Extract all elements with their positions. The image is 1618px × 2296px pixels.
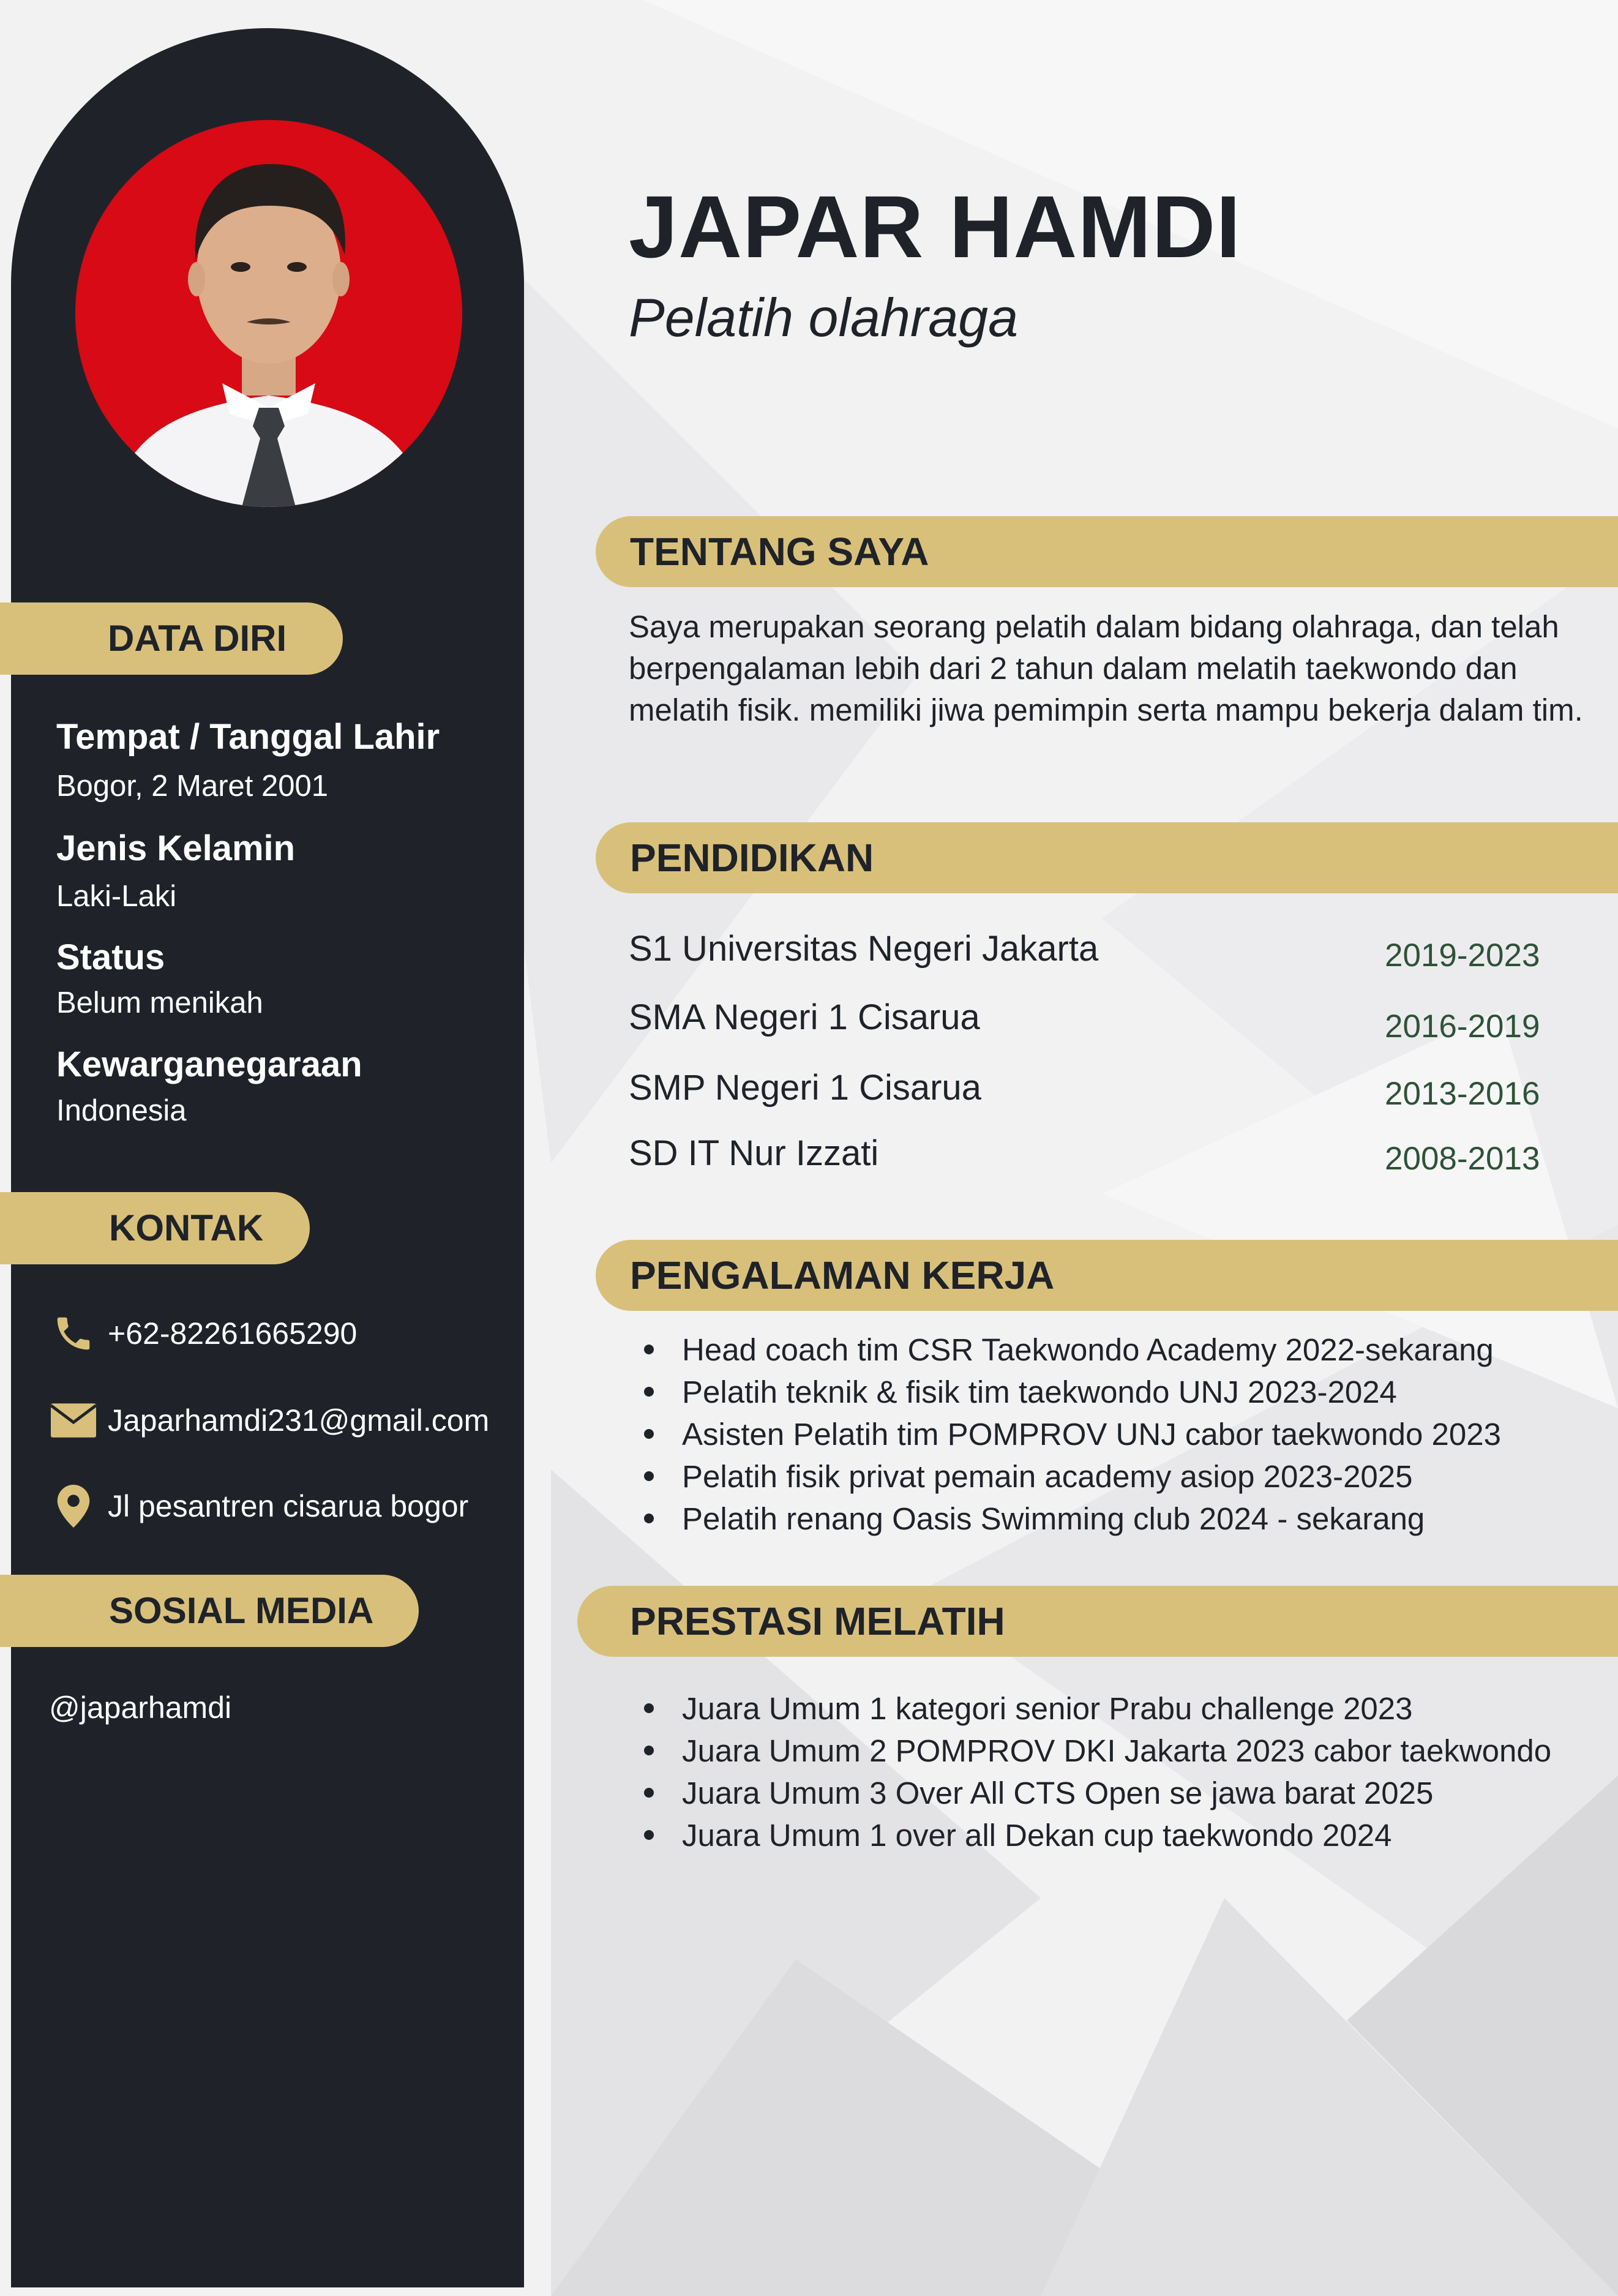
education-school: SD IT Nur Izzati: [629, 1133, 879, 1173]
education-school: SMP Negeri 1 Cisarua: [629, 1068, 981, 1108]
tentang-saya-heading: TENTANG SAYA: [596, 516, 1618, 587]
achievement-list: [644, 1687, 1551, 1856]
field-value-status: Belum menikah: [56, 986, 263, 1019]
field-label-status: Status: [56, 937, 165, 977]
education-years: 2019-2023: [1385, 937, 1540, 974]
list-item: Juara Umum 3 Over All CTS Open se jawa barat 2025: [644, 1772, 1551, 1814]
field-label-citizenship: Kewarganegaraan: [56, 1045, 362, 1084]
pendidikan-heading: PENDIDIKAN: [596, 822, 1618, 893]
education-years: 2016-2019: [1385, 1008, 1540, 1045]
contact-email[interactable]: [49, 1396, 489, 1445]
list-item: Pelatih renang Oasis Swimming club 2024 - sekarang: [644, 1498, 1501, 1540]
contact-email-text: Japarhamdi231@gmail.com: [108, 1403, 490, 1438]
sidebar: [11, 28, 524, 2287]
education-years: 2008-2013: [1385, 1141, 1540, 1177]
contact-address: [49, 1482, 468, 1531]
profile-photo: [75, 120, 462, 507]
contact-phone-text: +62-82261665290: [108, 1316, 358, 1351]
pengalaman-kerja-heading: PENGALAMAN KERJA: [596, 1240, 1618, 1311]
field-value-gender: Laki-Laki: [56, 880, 177, 913]
field-label-birth: Tempat / Tanggal Lahir: [56, 717, 440, 757]
list-item: Juara Umum 1 over all Dekan cup taekwondo 2024: [644, 1814, 1551, 1856]
contact-phone[interactable]: [49, 1309, 357, 1358]
social-handle[interactable]: @japarhamdi: [49, 1690, 232, 1725]
education-school: SMA Negeri 1 Cisarua: [629, 997, 980, 1037]
person-role: Pelatih olahraga: [629, 287, 1019, 348]
education-years: 2013-2016: [1385, 1076, 1540, 1112]
field-value-birth: Bogor, 2 Maret 2001: [56, 770, 329, 803]
field-label-gender: Jenis Kelamin: [56, 828, 296, 868]
location-pin-icon: [49, 1482, 98, 1531]
education-school: S1 Universitas Negeri Jakarta: [629, 929, 1099, 969]
experience-list: [644, 1329, 1501, 1540]
list-item: Pelatih teknik & fisik tim taekwondo UNJ 2023-2024: [644, 1371, 1501, 1413]
contact-address-text: Jl pesantren cisarua bogor: [108, 1489, 469, 1523]
list-item: Juara Umum 2 POMPROV DKI Jakarta 2023 cabor taekwondo: [644, 1730, 1551, 1772]
field-value-citizenship: Indonesia: [56, 1094, 187, 1127]
phone-icon: [49, 1309, 98, 1358]
person-name: JAPAR HAMDI: [629, 178, 1242, 276]
list-item: Juara Umum 1 kategori senior Prabu challenge 2023: [644, 1687, 1551, 1730]
envelope-icon: [49, 1396, 98, 1445]
list-item: Pelatih fisik privat pemain academy asiop 2023-2025: [644, 1455, 1501, 1498]
kontak-heading: KONTAK: [0, 1192, 310, 1264]
list-item: Head coach tim CSR Taekwondo Academy 2022-sekarang: [644, 1329, 1501, 1371]
data-diri-heading: DATA DIRI: [0, 602, 343, 675]
prestasi-melatih-heading: PRESTASI MELATIH: [577, 1586, 1618, 1657]
list-item: Asisten Pelatih tim POMPROV UNJ cabor taekwondo 2023: [644, 1413, 1501, 1455]
about-text: Saya merupakan seorang pelatih dalam bidang olahraga, dan telah berpengalaman lebih dari 2 tahun dalam melatih taekwondo dan melatih fisik. memiliki jiwa pemimpin serta mampu bekerja dalam tim.: [629, 609, 1583, 727]
sosial-media-heading: SOSIAL MEDIA: [0, 1575, 419, 1647]
